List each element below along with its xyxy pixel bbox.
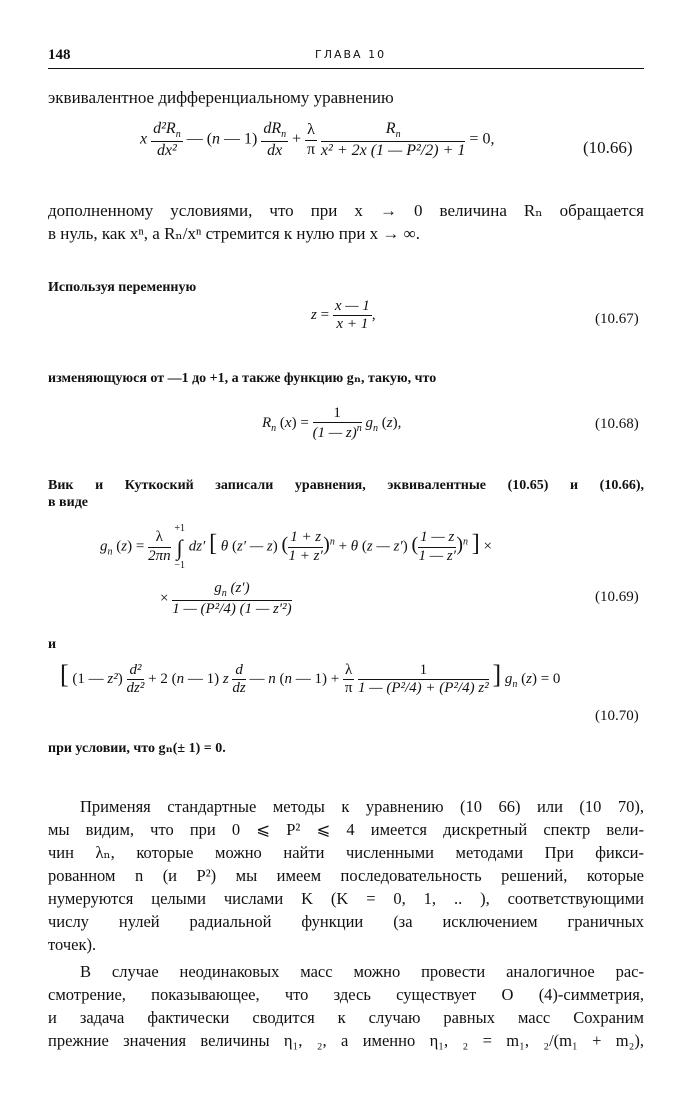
eq-number-10-69: (10.69) bbox=[595, 589, 639, 605]
eq-number-10-70: (10.70) bbox=[595, 708, 639, 724]
para2-line-4: прежние значения величины η₁, ₂, а именно η₁, ₂ = m₁, ₂/(m₁ + m₂), bbox=[48, 1031, 644, 1050]
para1-line-4: рованном n (и P²) мы имеем последовательность решений, которые bbox=[48, 866, 644, 885]
equation-10-67: z = $\frac{x — 1}{x + 1}$ , bbox=[311, 298, 376, 333]
conditions-line-2: в нуль, как xⁿ, а Rₙ/xⁿ стремится к нулю при x → ∞. bbox=[48, 224, 421, 243]
para1-line-7: точек). bbox=[48, 935, 97, 954]
wick-cutkosky-line-1: Вик и Куткоский записали уравнения, эквивалентные (10.65) и (10.66), bbox=[48, 478, 644, 493]
para1-line-5: нумеруются целыми числами K (K = 0, 1, .. ), соответствующими bbox=[48, 889, 644, 908]
variable-intro: Используя переменную bbox=[48, 280, 197, 295]
and-connector: и bbox=[48, 637, 57, 652]
header-rule bbox=[48, 68, 644, 69]
conditions-line-1: дополненному условиями, что при x → 0 величина Rₙ обращается bbox=[48, 201, 644, 220]
wick-cutkosky-line-2: в виде bbox=[48, 495, 88, 510]
equation-10-66: x $\frac{d^2R_n}{\text{dx²}}$ — (n — 1) $\frac{dR_n}{dx}$ + $\frac{\lambda}{\pi}$ $\frac{R_n}{\text{x² + 2x (1 — P²/2) + 1}}$ = 0, bbox=[140, 120, 495, 159]
function-intro: изменяющуюся от —1 до +1, а также функцию gₙ, такую, что bbox=[48, 371, 437, 386]
equation-10-69-line-2: × $\frac{g_n (z')}{\text{1 — (P²/4) (1 — z′²)}}$ bbox=[160, 580, 292, 617]
eq-number-10-66: (10.66) bbox=[583, 138, 633, 157]
para2-line-3: и задача фактически сводится к случаю равных масс Сохраним bbox=[48, 1008, 644, 1027]
equation-10-69-line-1: $g_n$ (z) = $\frac{\lambda}{2\pi n}$ +1 ∫ −1 dz′ [ θ (z′ — z) ( $\frac{1 + z}{1 + z'}$ )$^n$ + θ (z — z′) ( $\frac{1 — z}{1 — z'}$ )$^n$ ] × bbox=[100, 523, 492, 571]
para1-line-6: числу нулей радиальной функции (за исключением граничных bbox=[48, 912, 644, 931]
running-head: ГЛАВА 10 bbox=[315, 48, 387, 61]
para1-line-3: чин λₙ, которые можно найти численными методами При фикси- bbox=[48, 843, 644, 862]
eq-number-10-68: (10.68) bbox=[595, 416, 639, 432]
para1-line-1: Применяя стандартные методы к уравнению (10 66) или (10 70), bbox=[80, 797, 644, 816]
intro-line: эквивалентное дифференциальному уравнению bbox=[48, 88, 394, 107]
equation-10-68: $R_n$ (x) = $\frac{1}{(1 — z)^n}$ $g_n$ (z), bbox=[262, 405, 402, 442]
boundary-condition: при условии, что gₙ(± 1) = 0. bbox=[48, 741, 226, 756]
eq-number-10-67: (10.67) bbox=[595, 311, 639, 327]
para1-line-2: мы видим, что при 0 ⩽ P² ⩽ 4 имеется дискретный спектр вели- bbox=[48, 820, 644, 839]
para2-line-2: смотрение, показывающее, что здесь существует O (4)-симметрия, bbox=[48, 985, 644, 1004]
equation-10-70: [ (1 — z²) $\frac{\text{d²}}{\text{dz²}}$ + 2 (n — 1) z $\frac{d}{dz}$ — n (n — 1) + $\frac{\lambda}{\pi}$ $\frac{1}{\text{1 — (P²/4) + (P²/4) z²}}$ ] $g_n$ (z) = 0 bbox=[60, 660, 561, 697]
para2-line-1: В случае неодинаковых масс можно провести аналогичное рас- bbox=[80, 962, 644, 981]
page-number: 148 bbox=[48, 47, 71, 63]
